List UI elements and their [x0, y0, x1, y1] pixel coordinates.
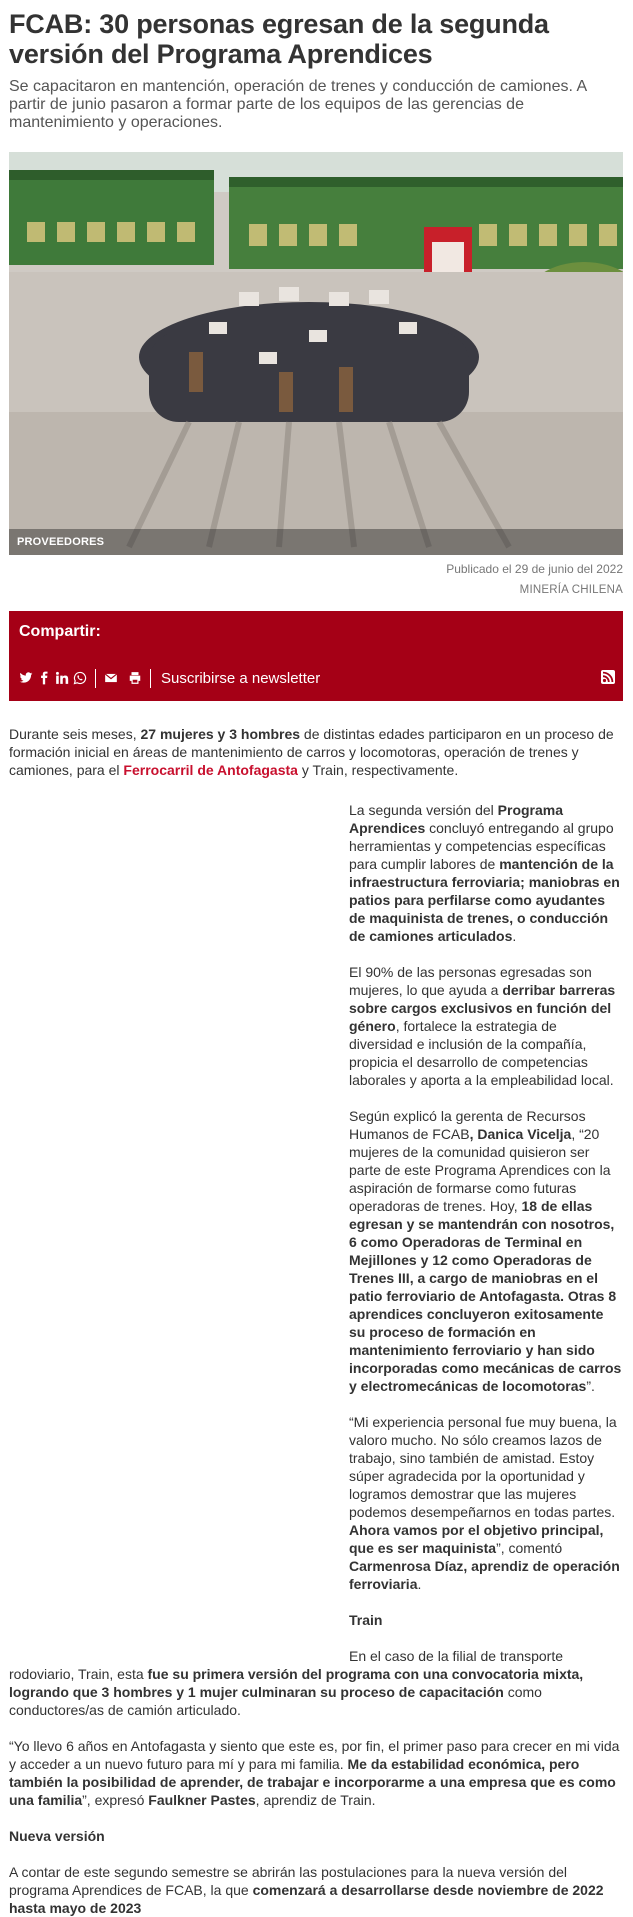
full-width-body [9, 1647, 623, 1917]
source-label: MINERÍA CHILENA [519, 584, 623, 596]
paragraph-7: A contar de este segundo semestre se abrirán las postulaciones para la nueva versión del programa Aprendices de FCAB, la que comenzará a desarrollarse desde noviembre de 2022 hasta mayo de 2023 [9, 1864, 604, 1916]
paragraph-2: El 90% de las personas egresadas son mujeres, lo que ayuda a derribar barreras sobre cargos exclusivos en función del género, fortalece la estrategia de diversidad e inclusión de la compañía, propicia el desarrollo de competencias laborales y aporta a la empleabilidad local. [349, 964, 616, 1088]
newsletter-link[interactable]: Suscribirse a newsletter [161, 669, 321, 687]
rss-icon[interactable] [601, 670, 615, 684]
share-bar [9, 611, 623, 701]
paragraph-6: “Yo llevo 6 años en Antofagasta y siento que este es, por fin, el primer paso para crecer en mi vida y acceder a un nuevo futuro para mí y para mi familia. Me da estabilidad económica, pero también la posibilidad de aprender, de trabajar e incorporarme a una empresa que es como una familia”, expresó Faulkner Pastes, aprendiz de Train. [9, 1738, 620, 1808]
article-title: FCAB: 30 personas egresan de la segunda versión del Programa Aprendices [9, 9, 549, 69]
publish-date: Publicado el 29 de junio del 2022 [446, 562, 623, 576]
twitter-icon[interactable] [17, 669, 34, 687]
paragraph-4: “Mi experiencia personal fue muy buena, la valoro mucho. No sólo creamos lazos de trabajo, sino también de amistad. Estoy súper agradecida por la oportunidad y logramos demostrar que las mujeres podemos desempeñarnos en todas partes. Ahora vamos por el objetivo principal, que es ser maquinista”, comentó Carmenrosa Díaz, aprendiz de operación ferroviaria. [349, 1414, 620, 1592]
paragraph-5: En el caso de la filial de transporte rodoviario, Train, esta fue su primera versión del programa con una convocatoria mixta, logrando que 3 hombres y 1 mujer culminaran su proceso de capacitación como conductores/as de camión articulado. [9, 1648, 584, 1718]
paragraph-1: La segunda versión del Programa Aprendices concluyó entregando al grupo herramientas y competencias específicas para cumplir labores de mantención de la infraestructura ferroviaria; maniobras en patios para perfilarse como ayudantes de maquinista de trenes, o conducción de camiones articulados. [349, 802, 620, 944]
article-lead: Se capacitaron en mantención, operación de trenes y conducción de camiones. A partir de junio pasaron a formar parte de los equipos de las gerencias de mantenimiento y operaciones. [9, 78, 587, 131]
subheading-nueva-version: Nueva versión [9, 1828, 105, 1844]
facebook-icon[interactable] [35, 669, 52, 687]
intro-paragraph: Durante seis meses, 27 mujeres y 3 hombres de distintas edades participaron en un proceso de formación inicial en áreas de mantenimiento de carros y locomotoras, operación de trenes y camiones, para el Ferrocarril de Antofagasta y Train, respectivamente. [9, 726, 614, 778]
share-title: Compartir: [19, 623, 101, 640]
linkedin-icon[interactable] [53, 669, 70, 687]
antofagasta-link[interactable]: Ferrocarril de Antofagasta [123, 762, 298, 778]
divider [95, 669, 96, 688]
print-icon[interactable] [126, 669, 143, 687]
hero-image [9, 152, 623, 555]
paragraph-3: Según explicó la gerenta de Recursos Humanos de FCAB, Danica Vicelja, “20 mujeres de la comunidad quisieron ser parte de este Programa Aprendices con la aspiración de formarse como futuras operadoras de trenes. Hoy, 18 de ellas egresan y se mantendrán con nosotros, 6 como Operadoras de Terminal en Mejillones y 12 como Operadoras de Trenes III, a cargo de maniobras en el patio ferroviario de Antofagasta. Otras 8 aprendices concluyeron exitosamente su proceso de formación en mantenimiento ferroviario y han sido incorporadas como mecánicas de carros y electromecánicas de locomotoras”. [349, 1108, 622, 1394]
whatsapp-icon[interactable] [71, 669, 88, 687]
category-tag[interactable]: PROVEEDORES [9, 529, 623, 555]
group-photo-illustration [9, 152, 623, 555]
email-icon[interactable] [102, 669, 119, 687]
subheading-train: Train [349, 1612, 383, 1628]
divider [150, 669, 151, 688]
side-column [349, 801, 623, 1629]
